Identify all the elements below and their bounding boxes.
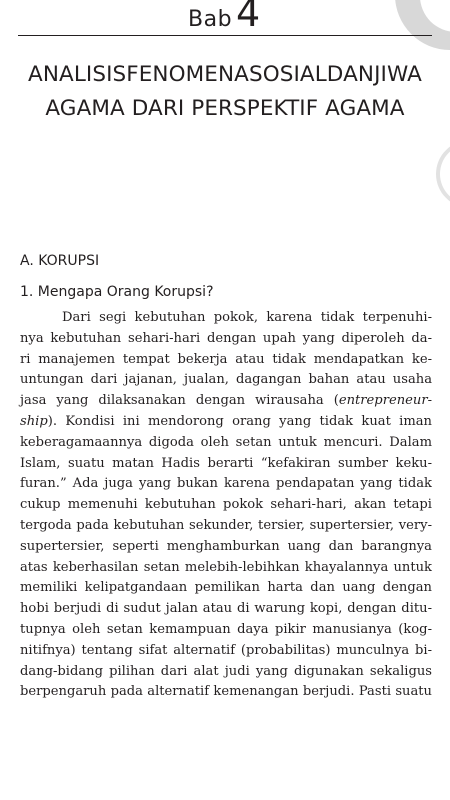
text-line: tergoda pada kebutuhan sekunder, tersier, supertersier, very-	[20, 517, 432, 533]
sub-heading: 1. Mengapa Orang Korupsi?	[20, 284, 214, 300]
text-line: keberagamaannya digoda oleh setan untuk mencuri. Dalam	[20, 434, 432, 450]
chapter-label-word: Bab	[188, 7, 233, 32]
text-line: ship). Kondisi ini mendorong orang yang tidak kuat iman	[20, 413, 432, 429]
body-paragraph	[20, 308, 432, 703]
text-line: dang-bidang pilihan dari alat judi yang digunakan sekaligus	[20, 663, 432, 679]
text-line: furan.” Ada juga yang bukan karena pendapatan yang tidak	[20, 476, 432, 492]
chapter-label	[188, 0, 261, 35]
text-line: cukup memenuhi kebutuhan pokok sehari-hari, akan tetapi	[20, 497, 432, 513]
text-line: Dari segi kebutuhan pokok, karena tidak terpenuhi-	[62, 310, 432, 325]
text-line: ri manajemen tempat bekerja atau tidak mendapatkan ke-	[20, 351, 432, 367]
text-line: hobi berjudi di sudut jalan atau di warung kopi, dengan ditu-	[20, 601, 432, 617]
decorative-arc	[422, 126, 450, 222]
text-line: berpengaruh pada alternatif kemenangan berjudi. Pasti suatu	[20, 684, 432, 700]
chapter-number: 4	[236, 0, 261, 35]
chapter-title-line-1: ANALISISFENOMENASOSIALDANJIWA	[28, 62, 422, 87]
text-line: nya kebutuhan sehari-hari dengan upah yang diperoleh da-	[20, 330, 432, 346]
text-line: jasa yang dilaksanakan dengan wirausaha (entrepreneur-	[20, 393, 432, 409]
section-heading: A. KORUPSI	[20, 253, 100, 269]
text-line: nitifnya) tentang sifat alternatif (probabilitas) munculnya bi-	[20, 642, 432, 658]
chapter-title-line-2: AGAMA DARI PERSPEKTIF AGAMA	[45, 96, 405, 121]
text-line: atas keberhasilan setan melebih-lebihkan khayalannya untuk	[20, 559, 432, 575]
text-line: tupnya oleh setan kemampuan daya pikir manusianya (kog-	[20, 621, 432, 637]
text-line: Islam, suatu matan Hadis berarti “kefakiran sumber keku-	[20, 455, 432, 471]
text-line: memiliki kelipatgandaan pemilikan harta dan uang dengan	[20, 580, 432, 596]
text-line: untungan dari jajanan, jualan, dagangan bahan atau usaha	[20, 372, 432, 388]
text-line: supertersier, seperti menghamburkan uang dan barangnya	[20, 538, 432, 554]
header-rule	[18, 35, 432, 36]
chapter-title	[6, 58, 444, 126]
